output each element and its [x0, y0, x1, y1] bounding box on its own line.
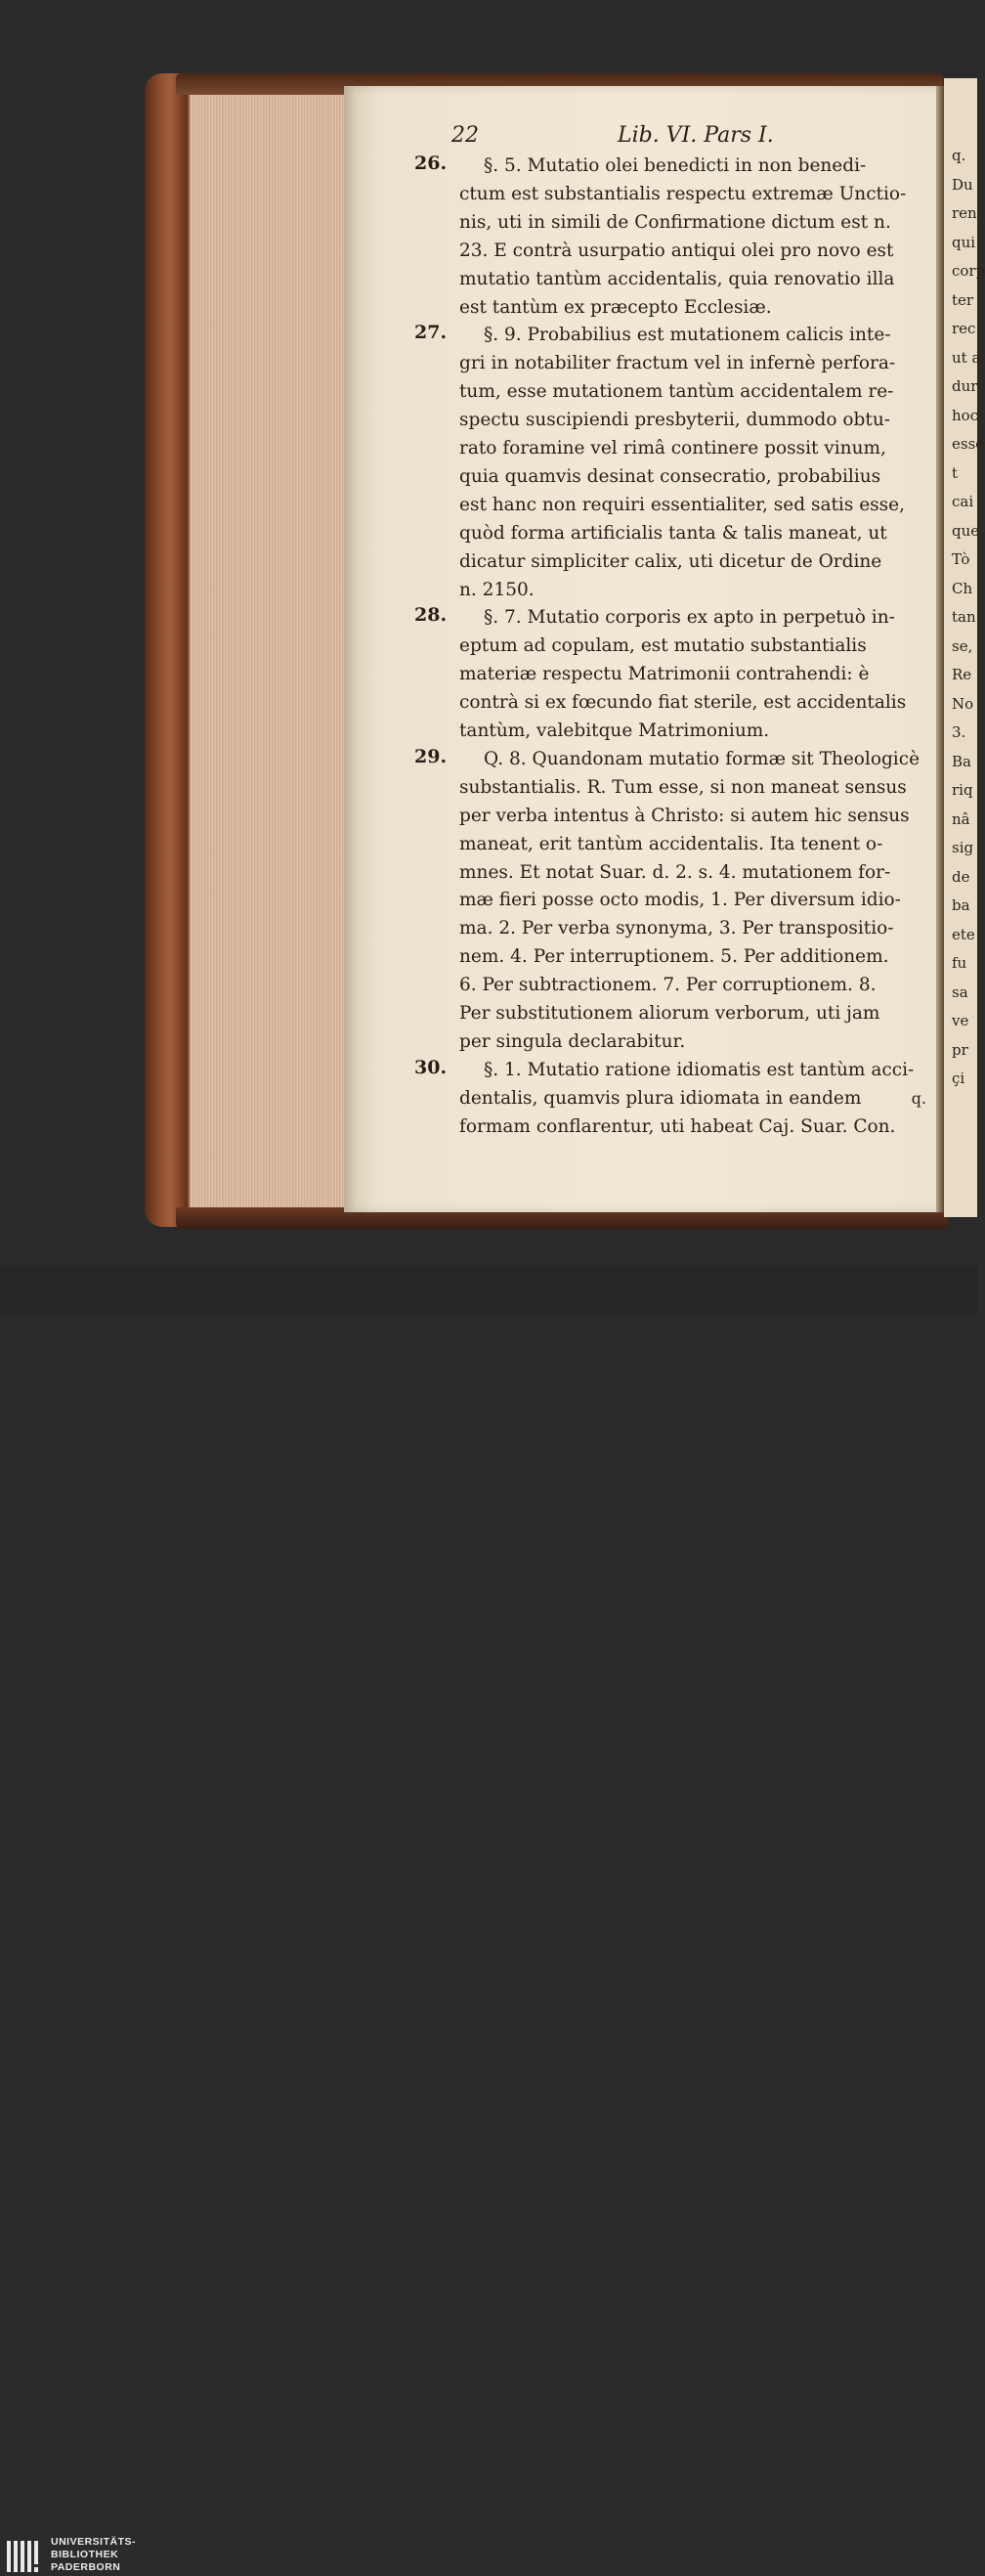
text-line: mæ fieri posse octo modis, 1. Per diversum idio- [459, 890, 901, 911]
text-line: maneat, erit tantùm accidentalis. Ita tenent o- [459, 833, 883, 854]
facing-page-fragment: fu [952, 954, 967, 972]
facing-page-fragment: nâ [952, 809, 970, 828]
text-line: eptum ad copulam, est mutatio substantialis [459, 635, 867, 657]
text-line: 23. E contrà usurpatio antiqui olei pro novo est [459, 240, 894, 261]
facing-page-fragment: ete [952, 925, 975, 943]
facing-page-fragment: Ch [952, 579, 973, 597]
facing-page-fragment: dur [952, 377, 978, 395]
paragraph-number: 28. [414, 604, 448, 627]
text-line: gri in notabiliter fractum vel in infernè perfora- [459, 353, 896, 374]
text-line: §. 7. Mutatio corporis ex apto in perpetuò in- [484, 607, 895, 629]
text-line: per verba intentus à Christo: si autem hic sensus [459, 805, 910, 826]
facing-page-fragment: ren [952, 204, 977, 222]
footer-bar [0, 1266, 977, 2573]
page-gutter [936, 86, 944, 1212]
text-line: materiæ respectu Matrimonii contrahendi: è [459, 664, 870, 685]
facing-page-fragment: q. [952, 147, 966, 164]
text-line: ma. 2. Per verba synonyma, 3. Per transpositio- [459, 918, 894, 939]
library-name-line2: BIBLIOTHEK [51, 2549, 119, 2560]
facing-page-fragment: Re [952, 666, 972, 683]
facing-page-fragment: sig [952, 839, 974, 856]
facing-page-fragment: corp [952, 262, 985, 280]
facing-page [944, 78, 985, 1217]
text-line: dicatur simpliciter calix, uti dicetur de Ordine [459, 550, 882, 572]
facing-page-fragment: tan [952, 608, 976, 626]
page-edges [188, 88, 346, 1212]
facing-page-fragment: qui [952, 233, 976, 251]
book-spine [145, 73, 192, 1227]
facing-page-fragment: No [952, 694, 974, 713]
catchword: q. [911, 1089, 926, 1108]
facing-page-fragment: se, [952, 636, 973, 655]
facing-page-fragment: 3. [952, 723, 966, 741]
text-line: n. 2150. [459, 579, 535, 600]
scanned-book-image [0, 0, 985, 1266]
facing-page-fragment: Ba [952, 752, 971, 770]
text-line: quia quamvis desinat consecratio, probabilius [459, 465, 881, 487]
text-line: quòd forma artificialis tanta & talis maneat, ut [459, 522, 887, 544]
paragraph-number: 27. [414, 322, 448, 344]
text-line: formam conflarentur, uti habeat Caj. Suar. Con. [459, 1115, 896, 1137]
facing-page-fragment: hoc [952, 406, 979, 424]
text-line: mnes. Et notat Suar. d. 2. s. 4. mutationem for- [459, 861, 891, 883]
text-line: §. 1. Mutatio ratione idiomatis est tantùm acci- [484, 1059, 915, 1080]
text-line: nem. 4. Per interruptionem. 5. Per additionem. [459, 946, 889, 968]
facing-page-fragment: t [952, 463, 959, 482]
facing-page-fragment: pr [952, 1040, 968, 1059]
facing-page-fragment: rec [952, 320, 976, 337]
text-line: Q. 8. Quandonam mutatio formæ sit Theologicè [484, 748, 921, 769]
text-line: substantialis. R. Tum esse, si non maneat sensus [459, 776, 907, 798]
facing-page-fragment: esse [952, 435, 985, 453]
text-line: Per substitutionem aliorum verborum, uti jam [459, 1003, 880, 1024]
text-line: est hanc non requiri essentialiter, sed satis esse, [459, 494, 905, 515]
facing-page-fragment: riq [952, 781, 973, 799]
text-line: per singula declarabitur. [459, 1030, 686, 1052]
text-line: spectu suscipiendi presbyterii, dummodo obtu- [459, 410, 890, 431]
facing-page-fragment: que [952, 521, 980, 540]
facing-page-fragment: ve [952, 1012, 969, 1029]
library-logo-icon [6, 2537, 45, 2576]
text-line: mutatio tantùm accidentalis, quia renovatio illa [459, 268, 895, 289]
text-line: tum, esse mutationem tantùm accidentalem re- [459, 381, 894, 403]
text-line: nis, uti in simili de Confirmatione dictum est n. [459, 211, 891, 233]
paragraph-number: 26. [414, 153, 448, 174]
facing-page-fragment: ut a [952, 348, 981, 367]
facing-page-fragment: cai [952, 493, 974, 510]
paragraph-number: 30. [414, 1056, 448, 1078]
facing-page-fragment: ba [952, 896, 970, 914]
text-line: est tantùm ex præcepto Ecclesiæ. [459, 296, 772, 318]
text-line: tantùm, valebitque Matrimonium. [459, 720, 770, 741]
text-line: rato foramine vel rimâ continere possit vinum, [459, 438, 886, 458]
running-title: Lib. VI. Pars I. [618, 123, 774, 148]
text-line: ctum est substantialis respectu extremæ Unctio- [459, 183, 907, 204]
paragraph-number: 29. [414, 745, 448, 767]
facing-page-fragment: ter [952, 290, 974, 309]
facing-page-fragment: Tò [952, 550, 970, 568]
text-line: 6. Per subtractionem. 7. Per corruptionem. 8. [459, 975, 877, 996]
library-name-line3: PADERBORN [51, 2561, 121, 2573]
text-line: §. 9. Probabilius est mutationem calicis inte- [484, 325, 891, 346]
facing-page-fragment: de [952, 867, 970, 886]
text-line: dentalis, quamvis plura idiomata in eandem [459, 1087, 862, 1109]
facing-page-fragment: sa [952, 982, 968, 1001]
text-line: contrà si ex fœcundo fiat sterile, est accidentalis [459, 692, 907, 714]
page-number: 22 [451, 123, 479, 148]
library-name-line1: UNIVERSITÄTS- [51, 2536, 137, 2548]
text-line: §. 5. Mutatio olei benedicti in non benedi- [484, 155, 867, 176]
facing-page-fragment: Du [952, 175, 973, 194]
facing-page-fragment: çi [952, 1070, 965, 1087]
